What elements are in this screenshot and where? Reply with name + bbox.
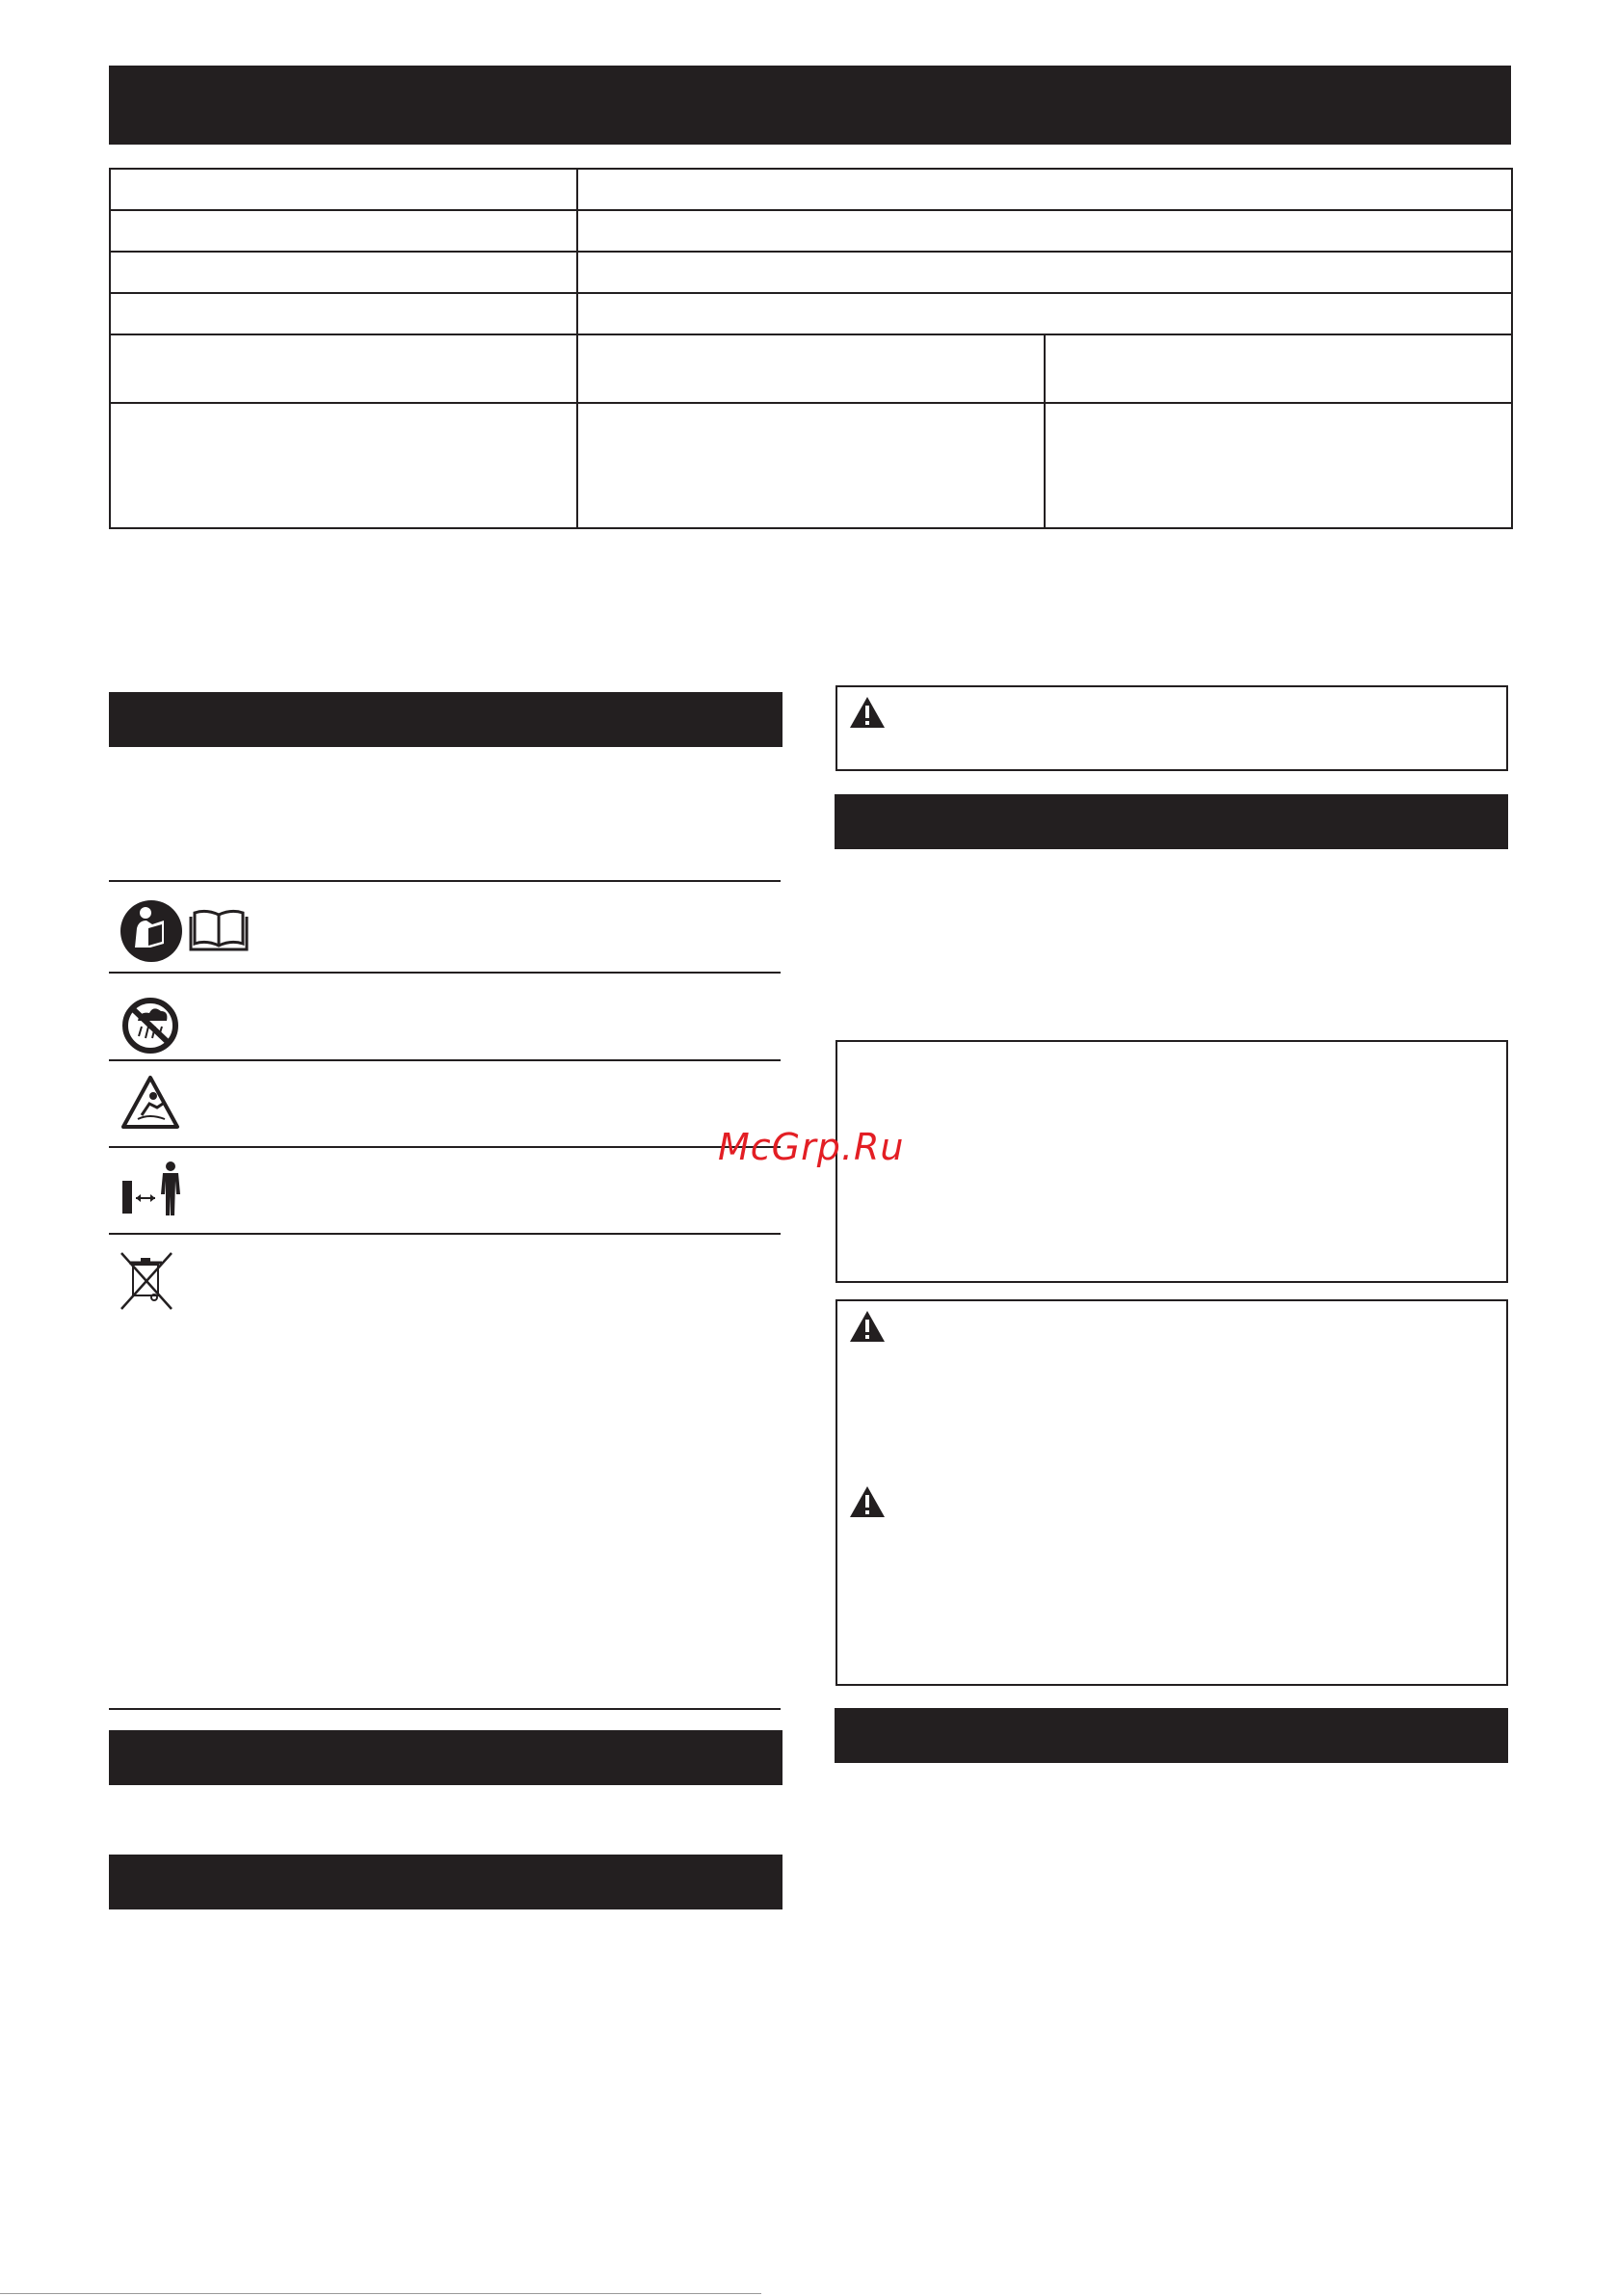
no-rain-exposure-icon bbox=[122, 998, 182, 1057]
crossed-out-wheelie-bin-icon bbox=[119, 1251, 173, 1311]
section-heading-bar-right-lower bbox=[835, 1708, 1508, 1763]
read-manual-icon bbox=[119, 899, 254, 963]
section-heading-bar-intended-use bbox=[109, 1730, 782, 1785]
note-box bbox=[836, 1040, 1508, 1283]
section-heading-bar-safety bbox=[109, 1855, 782, 1909]
warning-box-double bbox=[836, 1299, 1508, 1686]
page-title-bar bbox=[109, 66, 1511, 145]
symbol-list-divider bbox=[109, 1233, 781, 1235]
specs-table-col-divider bbox=[576, 168, 578, 529]
symbol-list-divider bbox=[109, 1708, 781, 1710]
specs-table-row-divider bbox=[109, 292, 1513, 294]
symbol-list-divider bbox=[109, 1059, 781, 1061]
specs-table-row-divider bbox=[109, 209, 1513, 211]
specs-table bbox=[109, 168, 1513, 529]
specs-table-border bbox=[109, 168, 1513, 529]
warning-triangle-icon bbox=[849, 1310, 886, 1343]
slippery-hazard-warning-icon bbox=[120, 1075, 180, 1131]
symbol-list-divider bbox=[109, 972, 781, 974]
warning-triangle-icon bbox=[849, 696, 886, 729]
specs-table-row-divider bbox=[109, 334, 1513, 335]
specs-table-row-divider bbox=[109, 251, 1513, 253]
warning-box bbox=[836, 685, 1508, 771]
specs-table-col-divider bbox=[1044, 334, 1046, 529]
warning-triangle-icon bbox=[849, 1485, 886, 1518]
watermark: McGrp.Ru bbox=[718, 1126, 905, 1168]
page-footer-rule bbox=[0, 2293, 761, 2294]
section-heading-bar-symbols bbox=[109, 692, 782, 747]
symbol-list-divider bbox=[109, 880, 781, 882]
keep-distance-icon bbox=[120, 1160, 184, 1219]
specs-table-row-divider bbox=[109, 402, 1513, 404]
section-heading-bar-right bbox=[835, 794, 1508, 849]
symbol-list-divider bbox=[109, 1146, 781, 1148]
